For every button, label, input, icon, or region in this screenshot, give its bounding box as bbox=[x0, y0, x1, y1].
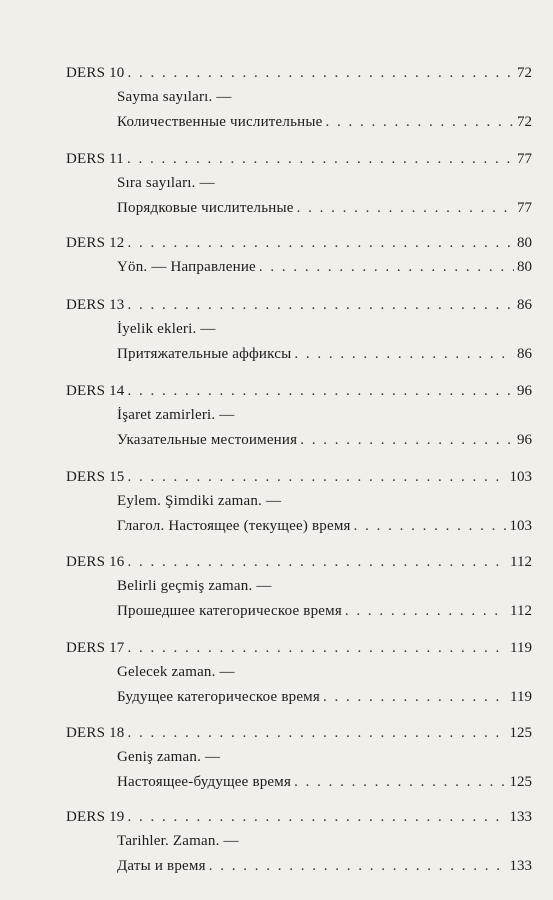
toc-heading-row[interactable] bbox=[66, 808, 532, 826]
lesson-title: DERS 12 bbox=[66, 235, 125, 251]
dot-leader bbox=[297, 199, 514, 217]
subtitle-russian: Прошедшее категорическое время bbox=[117, 603, 342, 619]
toc-subtitle-russian-row[interactable] bbox=[117, 345, 532, 363]
page-number: 86 bbox=[517, 297, 532, 313]
dot-leader bbox=[128, 639, 508, 657]
page-number: 119 bbox=[510, 689, 532, 705]
page-number: 125 bbox=[509, 774, 532, 790]
dot-leader bbox=[209, 857, 507, 875]
lesson-title: DERS 19 bbox=[66, 809, 125, 825]
toc-subtitle-russian-row[interactable] bbox=[117, 602, 532, 620]
page-number: 133 bbox=[509, 809, 532, 825]
toc-subtitle-russian-row[interactable] bbox=[117, 113, 532, 131]
lesson-title: DERS 15 bbox=[66, 469, 125, 485]
page-number: 86 bbox=[517, 346, 532, 362]
lesson-title: DERS 18 bbox=[66, 725, 125, 741]
toc-subtitle-russian-row[interactable] bbox=[117, 517, 532, 535]
dot-leader bbox=[128, 808, 507, 826]
page-number: 96 bbox=[517, 432, 532, 448]
lesson-title: DERS 11 bbox=[66, 151, 124, 167]
toc-subtitle-row[interactable] bbox=[117, 258, 532, 276]
toc-subtitle-turkish: Gelecek zaman. — bbox=[117, 664, 235, 680]
toc-subtitle-turkish: İşaret zamirleri. — bbox=[117, 407, 235, 423]
lesson-title: DERS 17 bbox=[66, 640, 125, 656]
subtitle-russian: Порядковые числительные bbox=[117, 200, 294, 216]
lesson-title: DERS 16 bbox=[66, 554, 125, 570]
toc-subtitle-russian-row[interactable] bbox=[117, 199, 532, 217]
page-number: 72 bbox=[517, 65, 532, 81]
toc-subtitle-russian-row[interactable] bbox=[117, 773, 532, 791]
page-number: 72 bbox=[517, 114, 532, 130]
dot-leader bbox=[128, 468, 507, 486]
subtitle-russian: Указательные местоимения bbox=[117, 432, 298, 448]
page-number: 80 bbox=[517, 235, 532, 251]
subtitle-turkish-russian: Yön. — Направление bbox=[117, 259, 256, 275]
page-number: 133 bbox=[509, 858, 532, 874]
dot-leader bbox=[326, 113, 515, 131]
toc-subtitle-turkish: Tarihler. Zaman. — bbox=[117, 833, 239, 849]
toc-subtitle-turkish: Sıra sayıları. — bbox=[117, 175, 215, 191]
toc-heading-row[interactable] bbox=[66, 553, 532, 571]
toc-subtitle-turkish: Geniş zaman. — bbox=[117, 749, 221, 765]
subtitle-russian: Настоящее-будущее время bbox=[117, 774, 292, 790]
toc-heading-row[interactable] bbox=[66, 639, 532, 657]
dot-leader bbox=[345, 602, 507, 620]
page-number: 96 bbox=[517, 383, 532, 399]
toc-subtitle-turkish: İyelik ekleri. — bbox=[117, 321, 216, 337]
page-number: 77 bbox=[517, 151, 532, 167]
toc-subtitle-russian-row[interactable] bbox=[117, 688, 532, 706]
page-number: 119 bbox=[510, 640, 532, 656]
toc-heading-row[interactable] bbox=[66, 724, 532, 742]
page-number: 112 bbox=[510, 603, 532, 619]
lesson-title: DERS 13 bbox=[66, 297, 125, 313]
toc-heading-row[interactable] bbox=[66, 64, 532, 82]
lesson-title: DERS 10 bbox=[66, 65, 125, 81]
subtitle-russian: Глагол. Настоящее (текущее) время bbox=[117, 518, 351, 534]
dot-leader bbox=[128, 296, 515, 314]
toc-heading-row[interactable] bbox=[66, 468, 532, 486]
toc-heading-row[interactable] bbox=[66, 296, 532, 314]
subtitle-russian: Даты и время bbox=[117, 858, 206, 874]
page-number: 103 bbox=[509, 469, 532, 485]
page-number: 77 bbox=[517, 200, 532, 216]
dot-leader bbox=[128, 64, 515, 82]
dot-leader bbox=[128, 234, 515, 252]
toc-subtitle-turkish: Eylem. Şimdiki zaman. — bbox=[117, 493, 282, 509]
dot-leader bbox=[354, 517, 507, 535]
page-number: 103 bbox=[509, 518, 532, 534]
dot-leader bbox=[128, 724, 507, 742]
toc-subtitle-turkish: Belirli geçmiş zaman. — bbox=[117, 578, 272, 594]
dot-leader bbox=[127, 150, 514, 168]
page-number: 112 bbox=[510, 554, 532, 570]
toc-subtitle-turkish: Sayma sayıları. — bbox=[117, 89, 232, 105]
dot-leader bbox=[300, 431, 514, 449]
dot-leader bbox=[323, 688, 507, 706]
toc-heading-row[interactable] bbox=[66, 234, 532, 252]
dot-leader bbox=[294, 345, 514, 363]
dot-leader bbox=[294, 773, 506, 791]
page-number: 125 bbox=[509, 725, 532, 741]
page-number: 80 bbox=[517, 259, 532, 275]
toc-subtitle-russian-row[interactable] bbox=[117, 431, 532, 449]
toc-heading-row[interactable] bbox=[66, 382, 532, 400]
toc-subtitle-russian-row[interactable] bbox=[117, 857, 532, 875]
subtitle-russian: Притяжательные аффиксы bbox=[117, 346, 292, 362]
subtitle-russian: Количественные числительные bbox=[117, 114, 323, 130]
subtitle-russian: Будущее категорическое время bbox=[117, 689, 320, 705]
dot-leader bbox=[128, 382, 515, 400]
toc-heading-row[interactable] bbox=[66, 150, 532, 168]
lesson-title: DERS 14 bbox=[66, 383, 125, 399]
dot-leader bbox=[259, 258, 514, 276]
dot-leader bbox=[128, 553, 508, 571]
